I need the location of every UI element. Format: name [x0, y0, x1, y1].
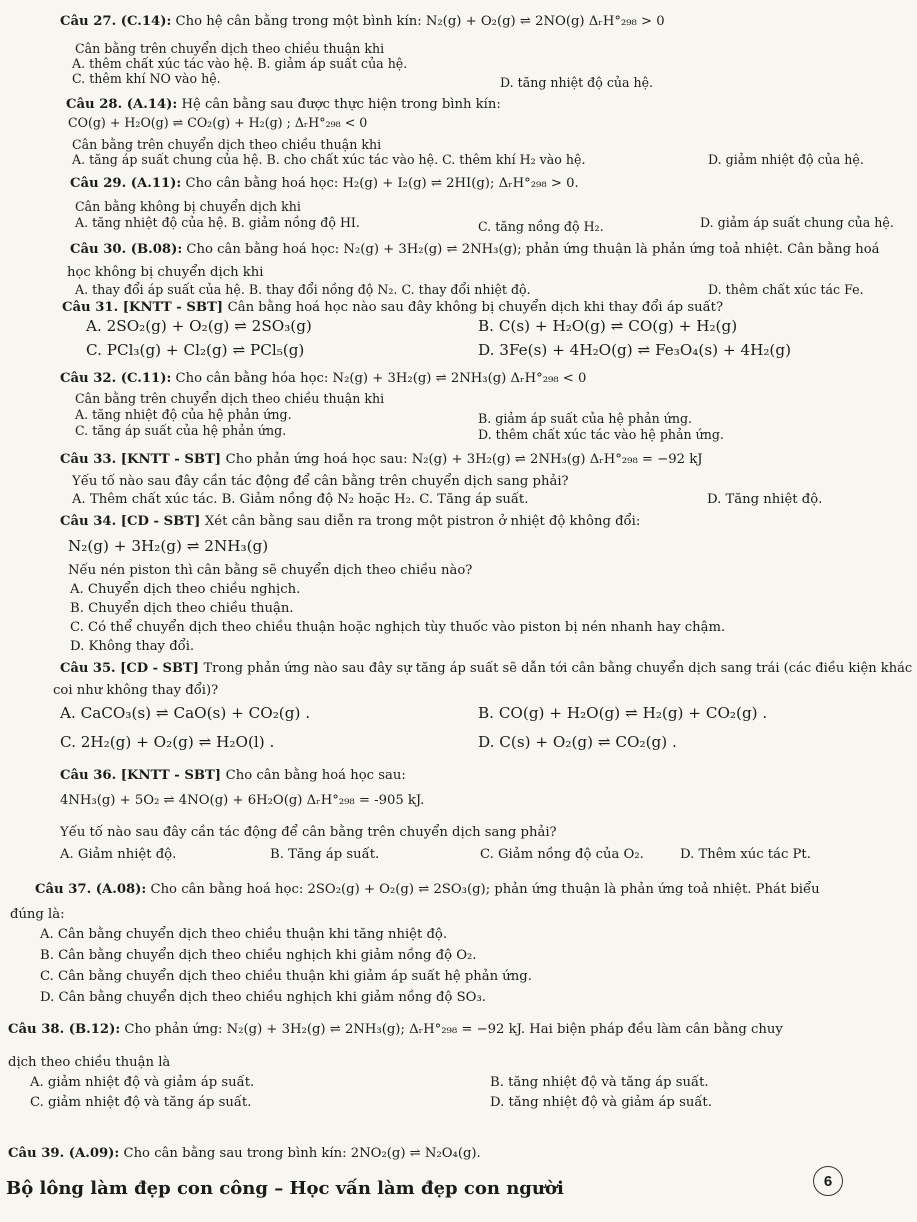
text-line: C. PCl₃(g) + Cl₂(g) ⇌ PCl₅(g): [86, 341, 305, 359]
text-line: đúng là:: [10, 907, 65, 922]
question-heading: Câu 33. [KNTT - SBT] Cho phản ứng hoá học sau: N₂(g) + 3H₂(g) ⇌ 2NH₃(g) ΔᵣH°₂₉₈ = −92 kJ: [60, 452, 703, 467]
text-line: C. Cân bằng chuyển dịch theo chiều thuận khi giảm áp suất hệ phản ứng.: [40, 969, 532, 984]
text-line: A. thêm chất xúc tác vào hệ. B. giảm áp suất của hệ.: [72, 56, 408, 71]
text-line: A. Thêm chất xúc tác. B. Giảm nồng độ N₂ hoặc H₂. C. Tăng áp suất.: [72, 492, 529, 507]
text-line: D. C(s) + O₂(g) ⇌ CO₂(g) .: [478, 733, 677, 751]
text-line: C. tăng áp suất của hệ phản ứng.: [75, 423, 287, 438]
text-line: A. tăng nhiệt độ của hệ phản ứng.: [75, 407, 292, 422]
question-heading: Câu 39. (A.09): Cho cân bằng sau trong bình kín: 2NO₂(g) ⇌ N₂O₄(g).: [8, 1146, 481, 1161]
question-heading: Câu 32. (C.11): Cho cân bằng hóa học: N₂(g) + 3H₂(g) ⇌ 2NH₃(g) ΔᵣH°₂₉₈ < 0: [60, 371, 587, 386]
text-line: A. thay đổi áp suất của hệ. B. thay đổi nồng độ N₂. C. thay đổi nhiệt độ.: [75, 282, 531, 297]
text-line: B. CO(g) + H₂O(g) ⇌ H₂(g) + CO₂(g) .: [478, 704, 768, 722]
text-line: A. tăng áp suất chung của hệ. B. cho chất xúc tác vào hệ. C. thêm khí H₂ vào hệ.: [72, 152, 586, 167]
question-heading: Câu 28. (A.14): Hệ cân bằng sau được thực hiện trong bình kín:: [66, 97, 501, 112]
question-heading: Câu 30. (B.08): Cho cân bằng hoá học: N₂(g) + 3H₂(g) ⇌ 2NH₃(g); phản ứng thuận là phản ứng toả nhiệt. Cân bằng hoá: [70, 242, 880, 257]
text-line: C. Có thể chuyển dịch theo chiều thuận hoặc nghịch tùy thuốc vào piston bị nén nhanh hay chậm.: [70, 620, 726, 635]
text-line: D. 3Fe(s) + 4H₂O(g) ⇌ Fe₃O₄(s) + 4H₂(g): [478, 341, 791, 359]
text-line: B. Chuyển dịch theo chiều thuận.: [70, 601, 294, 616]
text-line: 4NH₃(g) + 5O₂ ⇌ 4NO(g) + 6H₂O(g) ΔᵣH°₂₉₈ = -905 kJ.: [60, 793, 425, 808]
text-line: A. Giảm nhiệt độ.: [60, 847, 177, 862]
text-line: Yếu tố nào sau đây cần tác động để cân bằng trên chuyển dịch sang phải?: [72, 474, 569, 489]
text-line: D. giảm áp suất chung của hệ.: [700, 215, 894, 230]
text-line: N₂(g) + 3H₂(g) ⇌ 2NH₃(g): [68, 537, 269, 555]
text-line: coi như không thay đổi)?: [53, 683, 219, 698]
text-line: A. Cân bằng chuyển dịch theo chiều thuận khi tăng nhiệt độ.: [40, 927, 448, 942]
text-line: Yếu tố nào sau đây cần tác động để cân bằng trên chuyển dịch sang phải?: [60, 825, 557, 840]
text-line: Nếu nén piston thì cân bằng sẽ chuyển dịch theo chiều nào?: [68, 563, 473, 578]
question-heading: Câu 36. [KNTT - SBT] Cho cân bằng hoá học sau:: [60, 768, 406, 783]
text-line: C. Giảm nồng độ của O₂.: [480, 847, 644, 862]
question-heading: Câu 38. (B.12): Cho phản ứng: N₂(g) + 3H₂(g) ⇌ 2NH₃(g); ΔᵣH°₂₉₈ = −92 kJ. Hai biện pháp đều làm cân bằng chuy: [8, 1022, 783, 1037]
text-line: B. C(s) + H₂O(g) ⇌ CO(g) + H₂(g): [478, 317, 738, 335]
page-number-badge: 6: [813, 1166, 843, 1196]
question-heading: Câu 37. (A.08): Cho cân bằng hoá học: 2SO₂(g) + O₂(g) ⇌ 2SO₃(g); phản ứng thuận là phản ứng toả nhiệt. Phát biểu: [35, 882, 820, 897]
text-line: D. tăng nhiệt độ của hệ.: [500, 75, 654, 90]
text-line: Cân bằng trên chuyển dịch theo chiều thuận khi: [72, 137, 382, 152]
text-line: B. Tăng áp suất.: [270, 847, 380, 862]
text-line: A. Chuyển dịch theo chiều nghịch.: [70, 582, 301, 597]
text-line: A. tăng nhiệt độ của hệ. B. giảm nồng độ HI.: [75, 215, 360, 230]
question-heading: Câu 35. [CD - SBT] Trong phản ứng nào sau đây sự tăng áp suất sẽ dẫn tới cân bằng chuyển dịch sang trái (các điều kiện khác: [60, 661, 913, 676]
footer-motto: Bộ lông làm đẹp con công – Học vấn làm đẹp con người: [6, 1178, 564, 1199]
text-line: D. tăng nhiệt độ và giảm áp suất.: [490, 1095, 712, 1110]
text-line: CO(g) + H₂O(g) ⇌ CO₂(g) + H₂(g) ; ΔᵣH°₂₉₈ < 0: [68, 115, 368, 130]
text-line: C. thêm khí NO vào hệ.: [72, 71, 221, 86]
text-line: D. thêm chất xúc tác Fe.: [708, 282, 864, 297]
text-line: Cân bằng trên chuyển dịch theo chiều thuận khi: [75, 41, 385, 56]
text-line: D. Không thay đổi.: [70, 639, 195, 654]
text-line: Cân bằng trên chuyển dịch theo chiều thuận khi: [75, 391, 385, 406]
question-heading: Câu 27. (C.14): Cho hệ cân bằng trong một bình kín: N₂(g) + O₂(g) ⇌ 2NO(g) ΔᵣH°₂₉₈ > 0: [60, 14, 665, 29]
question-heading: Câu 34. [CD - SBT] Xét cân bằng sau diễn ra trong một pistron ở nhiệt độ không đổi:: [60, 514, 641, 529]
text-line: Cân bằng không bị chuyển dịch khi: [75, 199, 301, 214]
text-line: D. thêm chất xúc tác vào hệ phản ứng.: [478, 427, 724, 442]
text-line: C. 2H₂(g) + O₂(g) ⇌ H₂O(l) .: [60, 733, 275, 751]
text-line: C. tăng nồng độ H₂.: [478, 219, 604, 234]
text-line: D. Cân bằng chuyển dịch theo chiều nghịch khi giảm nồng độ SO₃.: [40, 990, 486, 1005]
question-heading: Câu 29. (A.11): Cho cân bằng hoá học: H₂(g) + I₂(g) ⇌ 2HI(g); ΔᵣH°₂₉₈ > 0.: [70, 176, 579, 191]
text-line: D. giảm nhiệt độ của hệ.: [708, 152, 864, 167]
text-line: B. giảm áp suất của hệ phản ứng.: [478, 411, 693, 426]
text-line: A. 2SO₂(g) + O₂(g) ⇌ 2SO₃(g): [86, 317, 312, 335]
text-line: dịch theo chiều thuận là: [8, 1055, 171, 1070]
text-line: A. giảm nhiệt độ và giảm áp suất.: [30, 1075, 255, 1090]
text-line: C. giảm nhiệt độ và tăng áp suất.: [30, 1095, 252, 1110]
text-line: D. Tăng nhiệt độ.: [707, 492, 823, 507]
text-line: D. Thêm xúc tác Pt.: [680, 847, 811, 862]
text-line: học không bị chuyển dịch khi: [67, 265, 264, 280]
text-line: B. Cân bằng chuyển dịch theo chiều nghịch khi giảm nồng độ O₂.: [40, 948, 477, 963]
text-line: B. tăng nhiệt độ và tăng áp suất.: [490, 1075, 709, 1090]
question-heading: Câu 31. [KNTT - SBT] Cân bằng hoá học nào sau đây không bị chuyển dịch khi thay đổi áp suất?: [62, 300, 724, 315]
text-line: A. CaCO₃(s) ⇌ CaO(s) + CO₂(g) .: [60, 704, 311, 722]
